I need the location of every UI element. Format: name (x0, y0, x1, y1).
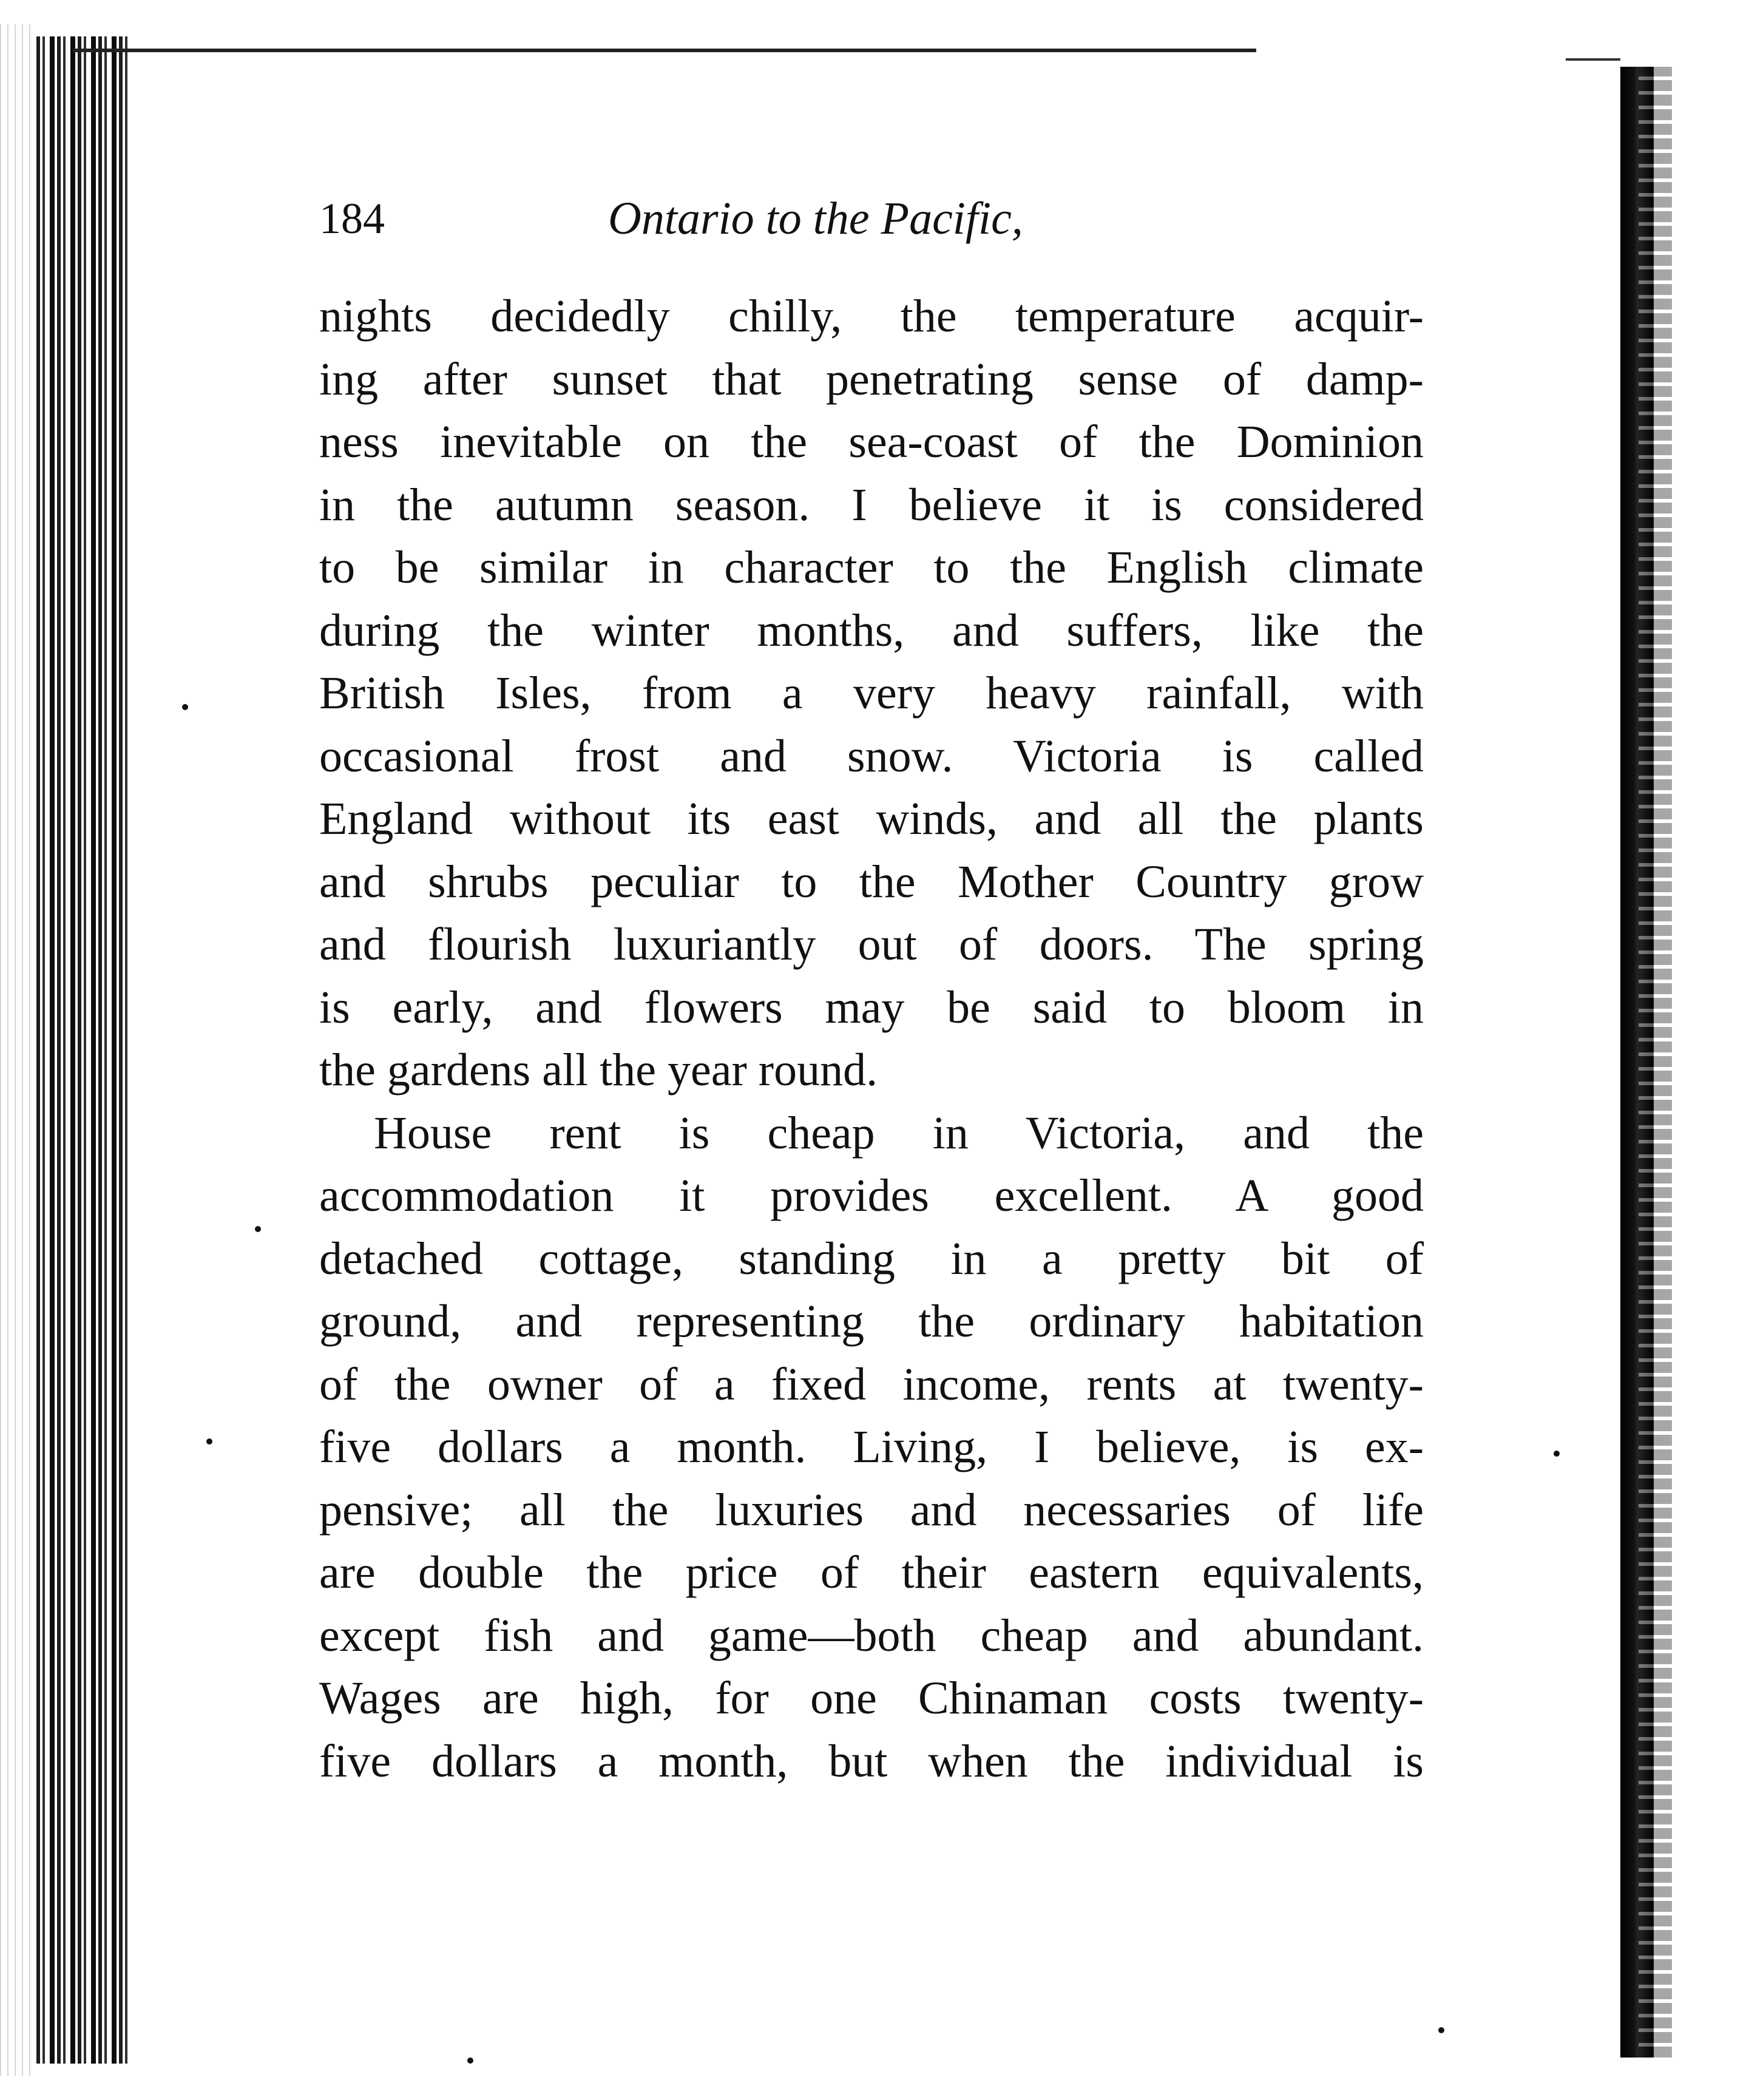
text-line: to be similar in character to the English climate (319, 542, 1424, 593)
text-line: is early, and flowers may be said to bloom in (319, 981, 1424, 1033)
text-line: except fish and game—both cheap and abundant. (319, 1610, 1424, 1661)
text-line: accommodation it provides excellent. A good (319, 1170, 1424, 1221)
paragraph-1 (319, 285, 1424, 1102)
scan-speck (1554, 1451, 1560, 1457)
text-line: nights decidedly chilly, the temperature acquir- (319, 291, 1424, 342)
text-line: Wages are high, for one Chinaman costs twenty- (319, 1673, 1424, 1724)
text-line: occasional frost and snow. Victoria is called (319, 730, 1424, 782)
text-line: House rent is cheap in Victoria, and the (374, 1107, 1424, 1159)
book-edge-right-texture (1639, 67, 1672, 2058)
scan-speck (182, 704, 188, 710)
text-line: and shrubs peculiar to the Mother Country grow (319, 856, 1424, 907)
page-edge-shading (0, 24, 36, 2076)
running-title: Ontario to the Pacific, (608, 193, 1023, 244)
top-edge-mark (1566, 58, 1620, 61)
body-text (319, 285, 1424, 1793)
text-line: in the autumn season. I believe it is considered (319, 479, 1424, 530)
text-line: ness inevitable on the sea-coast of the Dominion (319, 416, 1424, 467)
book-spine-left (36, 36, 127, 2064)
page-header (319, 182, 1472, 255)
text-line: five dollars a month. Living, I believe, is ex- (319, 1421, 1424, 1472)
text-line: ing after sunset that penetrating sense of damp- (319, 353, 1424, 405)
scan-speck (467, 2058, 473, 2064)
text-line: the gardens all the year round. (319, 1045, 878, 1096)
text-line: are double the price of their eastern equivalents, (319, 1547, 1424, 1598)
text-line: England without its east winds, and all the plants (319, 793, 1424, 844)
scan-speck (1438, 2027, 1444, 2033)
top-edge-line (73, 49, 1256, 52)
text-line: during the winter months, and suffers, like the (319, 605, 1424, 656)
scan-speck (255, 1226, 261, 1232)
text-line: and flourish luxuriantly out of doors. The spring (319, 919, 1424, 970)
page-number: 184 (319, 194, 385, 243)
text-line: detached cottage, standing in a pretty bit of (319, 1233, 1424, 1284)
text-line: pensive; all the luxuries and necessaries of life (319, 1484, 1424, 1536)
scan-speck (206, 1438, 212, 1445)
text-line: ground, and representing the ordinary habitation (319, 1296, 1424, 1347)
text-line: five dollars a month, but when the individual is (319, 1735, 1424, 1787)
text-line: of the owner of a fixed income, rents at twenty- (319, 1358, 1424, 1410)
paragraph-2 (319, 1102, 1424, 1793)
text-line: British Isles, from a very heavy rainfall, with (319, 668, 1424, 719)
